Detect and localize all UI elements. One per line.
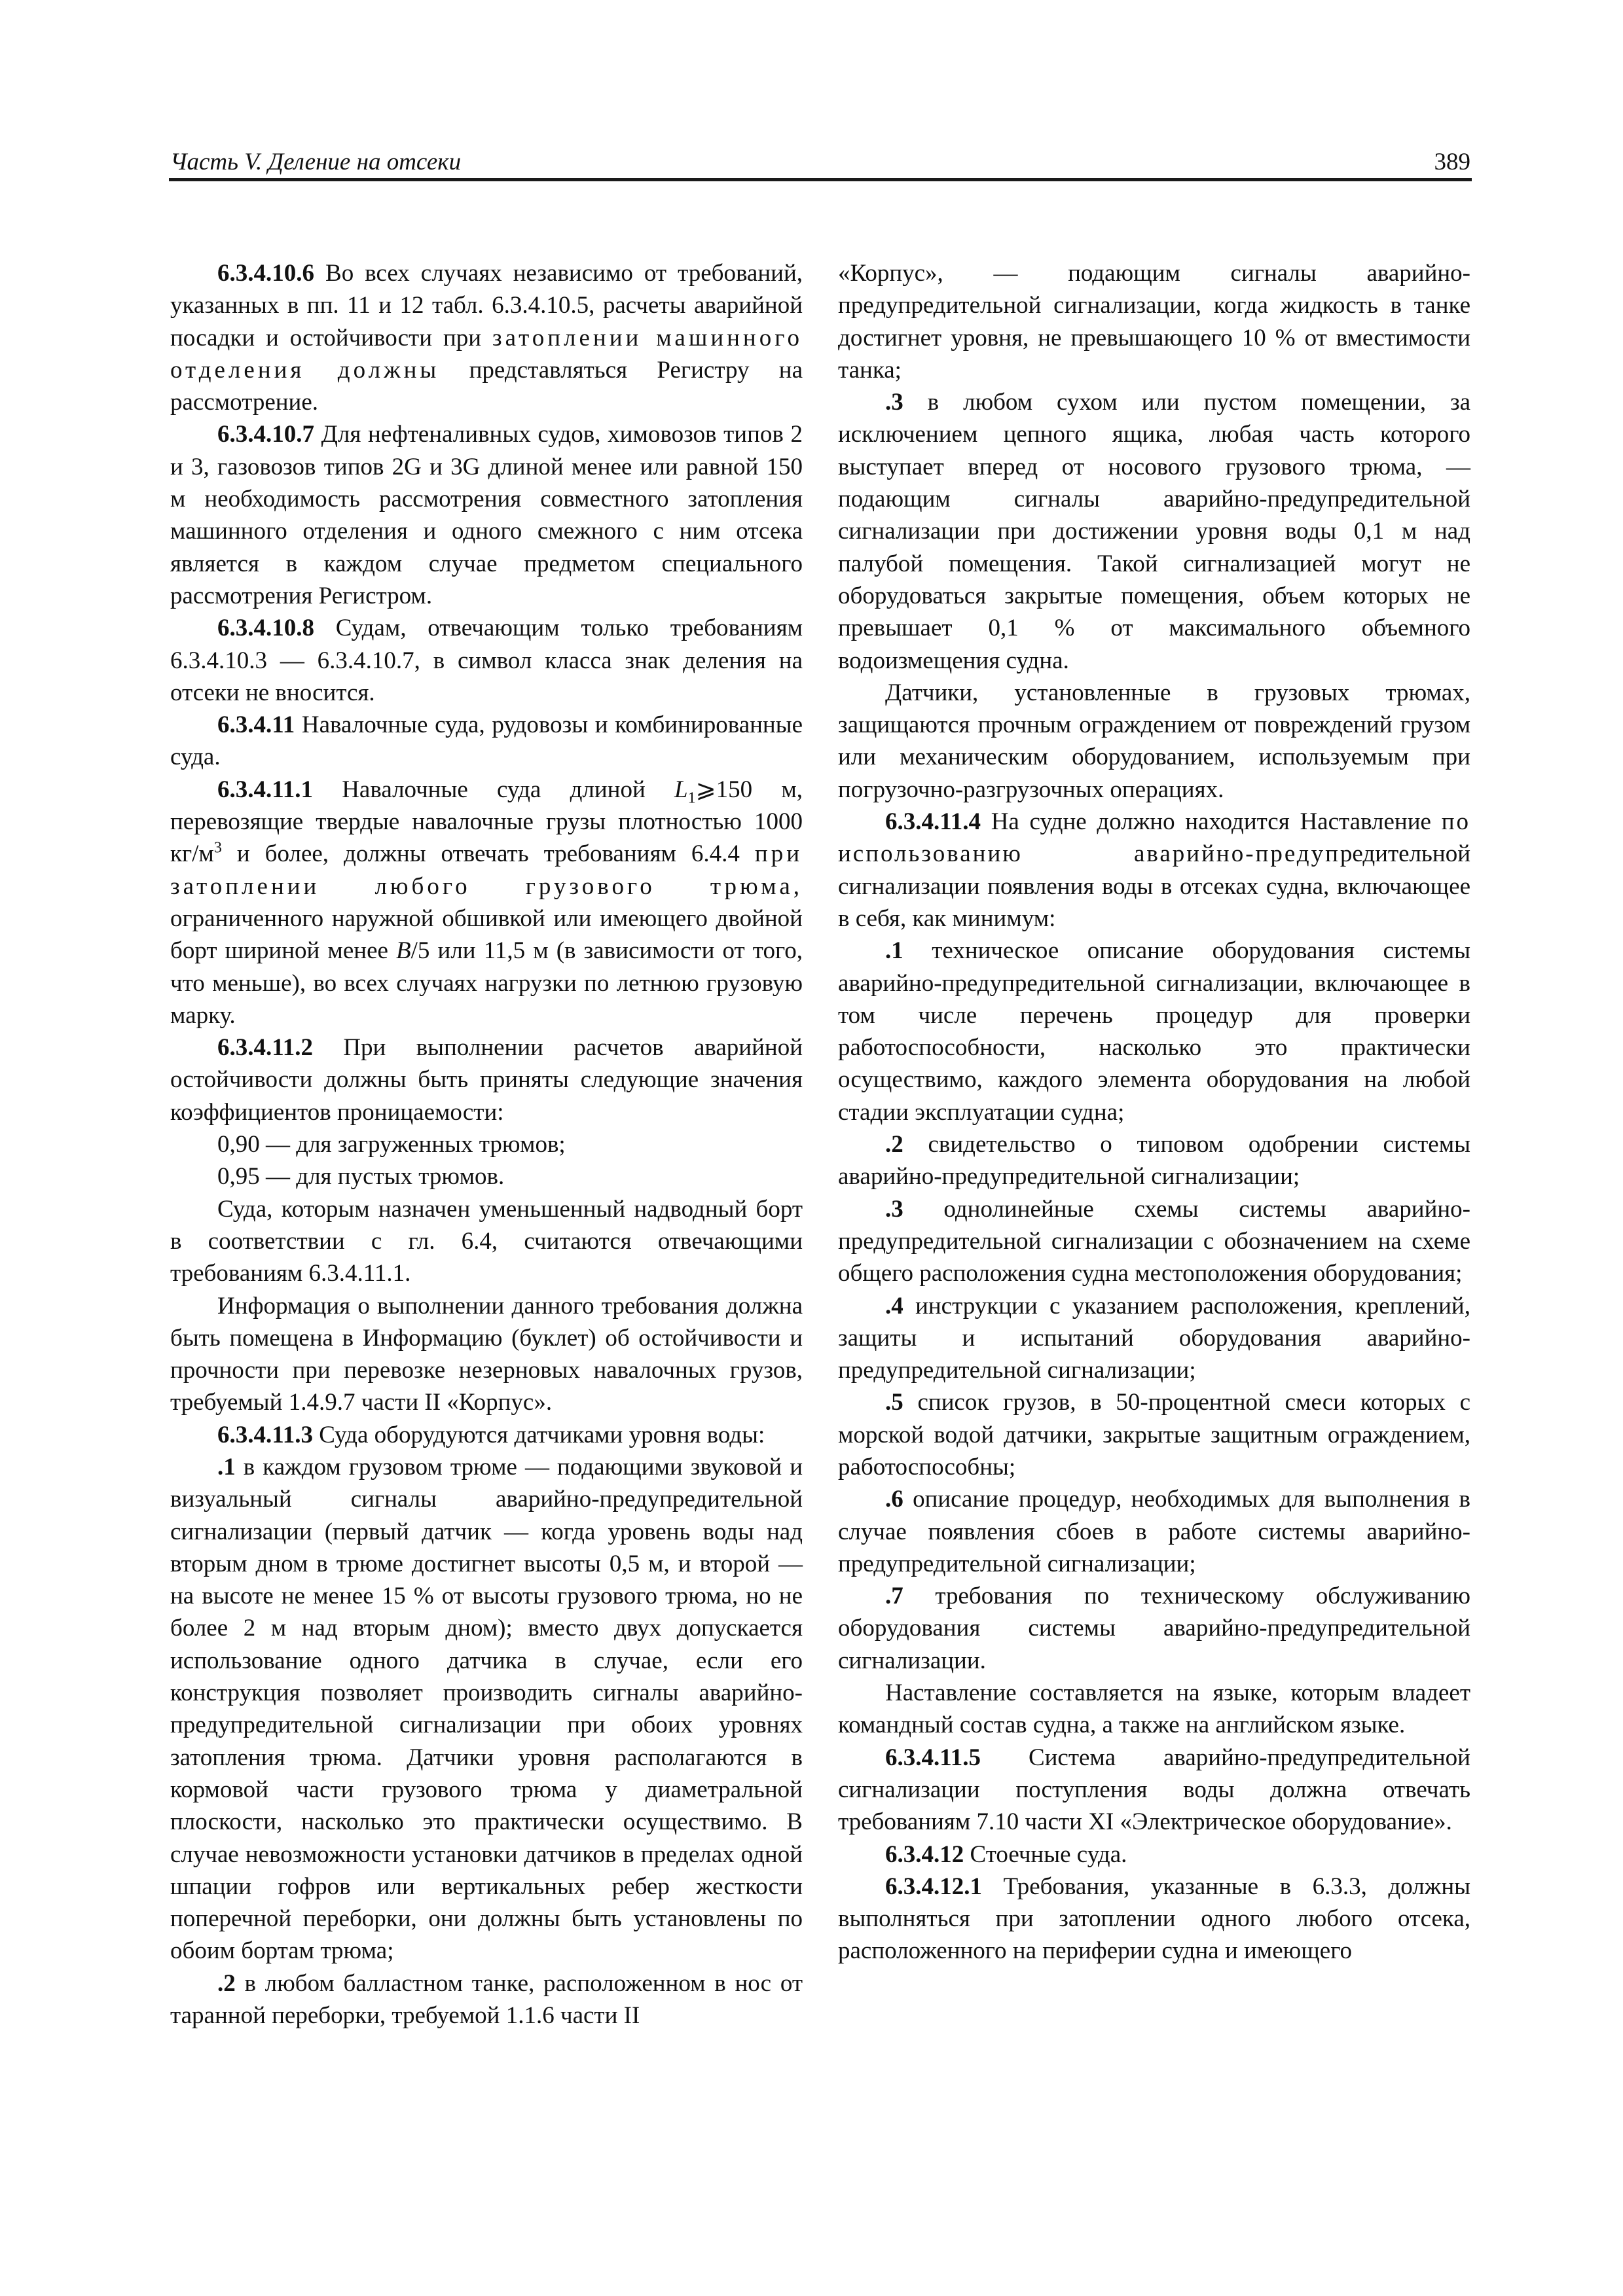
item-number: .2 bbox=[217, 1969, 236, 1997]
paragraph-text: Система аварийно-предупредительной сигнализации поступления воды должна отвечать требованиям 7.10 части XI «Электрическое оборудование». bbox=[838, 1744, 1470, 1836]
paragraph-text: 0,95 — для пустых трюмов. bbox=[217, 1163, 505, 1191]
paragraph-6-3-4-10-7 bbox=[170, 418, 803, 612]
paragraph-text: /5 или 11,5 м (в зависимости от того, что меньше), во всех случаях нагрузки по летнюю грузовую марку. bbox=[170, 937, 803, 1029]
item-number: .7 bbox=[885, 1583, 903, 1610]
paragraph-text: и более, должны отвечать требованиям 6.4.4 bbox=[221, 840, 755, 868]
paragraph-text: Датчики, установленные в грузовых трюмах, защищаются прочным ограждением от повреждений грузом или механическим оборудованием, используемым при погрузочно-разгрузочных операциях. bbox=[838, 679, 1470, 803]
paragraph-text: описание процедур, необходимых для выполнения в случае появления сбоев в работе системы аварийно-предупредительной сигнализации; bbox=[838, 1486, 1470, 1577]
paragraph-text: в каждом грузовом трюме — подающими звуковой и визуальный сигналы аварийно-предупредительной сигнализации (первый датчик — когда уровень воды над вторым дном в трюме достигнет высоты 0,5 м, и второй — на высоте не менее 15 % от высоты грузового трюма, но не более 2 м над вторым дном); вместо двух допускается использование одного датчика в случае, если его конструкция позволяет производить сигналы аварийно-предупредительной сигнализации при обоих уровнях затопления трюма. Датчики уровня располагаются в кормовой части грузового трюма у диаметральной плоскости, насколько это практически осуществимо. В случае невозможности установки датчиков в пределах одной шпации гофров или вертикальных ребер жесткости поперечной переборки, они должны быть установлены по обоим бортам трюма; bbox=[170, 1453, 803, 1965]
paragraph-text: по использованию аварийно-предуп bbox=[838, 808, 1470, 868]
paragraph-6-3-4-11-2 bbox=[170, 1031, 803, 1128]
clause-number: 6.3.4.11.4 bbox=[885, 808, 981, 836]
list-item bbox=[838, 1483, 1470, 1580]
list-item bbox=[838, 1386, 1470, 1483]
paragraph-text: ограниченного наружной обшивкой или имеющего двойной борт шириной менее bbox=[170, 905, 803, 965]
paragraph-text: в любом сухом или пустом помещении, за исключением цепного ящика, любая часть которого выступает вперед от носового грузового трюма, — подающим сигналы аварийно-предупредительной сигнализации при достижении уровня воды 0,1 м над палубой помещения. Такой сигнализацией могут не оборудоваться закрытые помещения, объем которых не превышает 0,1 % от максимального объемного водоизмещения судна. bbox=[838, 389, 1470, 674]
clause-number: 6.3.4.11 bbox=[217, 711, 295, 739]
left-column bbox=[170, 257, 803, 2032]
item-number: .1 bbox=[885, 937, 903, 965]
paragraph-text: Наставление составляется на языке, которым владеет командный состав судна, а также на английском языке. bbox=[838, 1679, 1470, 1739]
paragraph-6-3-4-11 bbox=[170, 709, 803, 774]
item-number: .5 bbox=[885, 1389, 903, 1416]
page-number: 389 bbox=[1434, 149, 1470, 175]
paragraph-text: «Корпус», — подающим сигналы аварийно-предупредительной сигнализации, когда жидкость в танке достигнет уровня, не превышающего 10 % от вместимости танка; bbox=[838, 260, 1470, 384]
paragraph-text: представляться Регистру на рассмотрение. bbox=[170, 356, 803, 416]
superscript: 3 bbox=[213, 840, 222, 857]
item-number: .6 bbox=[885, 1486, 903, 1513]
paragraph-text: Информация о выполнении данного требования должна быть помещена в Информацию (буклет) об остойчивости и прочности при перевозке незерновых навалочных грузов, требуемый 1.4.9.7 части II «Корпус». bbox=[170, 1292, 803, 1416]
paragraph-6-3-4-11-5 bbox=[838, 1742, 1470, 1839]
clause-number: 6.3.4.11.5 bbox=[885, 1744, 981, 1771]
list-item bbox=[838, 1290, 1470, 1387]
paragraph-text: техническое описание оборудования системы аварийно-предупредительной сигнализации, включающее в том числе перечень процедур для проверки работоспособности, насколько это практически осуществимо, каждого элемента оборудования на любой стадии эксплуатации судна; bbox=[838, 937, 1470, 1126]
item-number: .4 bbox=[885, 1292, 903, 1319]
list-item bbox=[170, 1451, 803, 1967]
paragraph-text: ⩾150 м, перевозящие твердые навалочные грузы плотностью 1000 кг/м bbox=[170, 776, 803, 868]
item-number: .1 bbox=[217, 1453, 236, 1480]
paragraph-text: в любом балластном танке, расположенном в нос от таранной переборки, требуемой 1.1.6 части II bbox=[170, 1969, 803, 2030]
paragraph-text: при затоплении любого грузового трюма, bbox=[170, 840, 803, 900]
paragraph-6-3-4-11-3 bbox=[170, 1419, 803, 1451]
list-item bbox=[838, 1193, 1470, 1290]
paragraph-text: требования по техническому обслуживанию оборудования системы аварийно-предупредительной сигнализации. bbox=[838, 1583, 1470, 1674]
paragraph-text: Во всех случаях независимо от требований, указанных в пп. 11 и 12 табл. 6.3.4.10.5, расчеты аварийной посадки и остойчивости при bbox=[170, 260, 803, 351]
paragraph-text: свидетельство о типовом одобрении системы аварийно-предупредительной сигнализации; bbox=[838, 1131, 1470, 1191]
header-title: Часть V. Деление на отсеки bbox=[170, 149, 462, 175]
paragraph-text: Для нефтеналивных судов, химовозов типов 2 и 3, газовозов типов 2G и 3G длиной менее или равной 150 м необходимость рассмотрения совместного затопления машинного отделения и одного смежного с ним отсека является в каждом случае предметом специального рассмотрения Регистром. bbox=[170, 421, 803, 609]
item-number: .3 bbox=[885, 389, 903, 416]
list-item bbox=[838, 935, 1470, 1128]
paragraph-text: Навалочные суда длиной bbox=[312, 776, 675, 803]
paragraph-text: Суда оборудуются датчиками уровня воды: bbox=[312, 1421, 765, 1448]
paragraph-text: список грузов, в 50-процентной смеси которых с морской водой датчики, закрытые защитным ограждением, работоспособны; bbox=[838, 1389, 1470, 1480]
list-item bbox=[838, 386, 1470, 677]
paragraph-6-3-4-10-8 bbox=[170, 612, 803, 709]
clause-number: 6.3.4.10.6 bbox=[217, 260, 314, 287]
item-number: .3 bbox=[885, 1195, 903, 1223]
clause-number: 6.3.4.10.7 bbox=[217, 421, 314, 448]
paragraph-text: Стоечные суда. bbox=[964, 1840, 1127, 1868]
paragraph-6-3-4-12-1 bbox=[838, 1871, 1470, 1967]
list-item bbox=[838, 1128, 1470, 1193]
paragraph-text: однолинейные схемы системы аварийно-предупредительной сигнализации с обозначением на схеме общего расположения судна местоположения оборудования; bbox=[838, 1195, 1470, 1287]
paragraph-text: Судам, отвечающим только требованиям 6.3.4.10.3 — 6.3.4.10.7, в символ класса знак деления на отсеки не вносится. bbox=[170, 615, 803, 706]
paragraph-text: Навалочные суда, рудовозы и комбинированные суда. bbox=[170, 711, 803, 771]
running-header bbox=[169, 145, 1472, 181]
right-column bbox=[838, 257, 1470, 1967]
paragraph-6-3-4-12 bbox=[838, 1839, 1470, 1871]
clause-number: 6.3.4.11.2 bbox=[217, 1034, 313, 1062]
variable-l: L bbox=[674, 776, 688, 803]
paragraph-text: При выполнении расчетов аварийной остойчивости должны быть приняты следующие значения коэффициентов проницаемости: bbox=[170, 1034, 803, 1126]
list-item bbox=[838, 1580, 1470, 1677]
paragraph-text: Требования, указанные в 6.3.3, должны выполняться при затоплении одного любого отсека, расположенного на периферии судна и имеющего bbox=[838, 1873, 1470, 1965]
clause-number: 6.3.4.10.8 bbox=[217, 615, 314, 642]
clause-number: 6.3.4.11.3 bbox=[217, 1421, 313, 1448]
paragraph-text: редительной сигнализации появления воды в отсеках судна, включающее в себя, как минимум: bbox=[838, 840, 1470, 932]
subscript: 1 bbox=[687, 789, 696, 807]
paragraph-6-3-4-11-1 bbox=[170, 774, 803, 1031]
paragraph-text: На судне должно находится Наставление bbox=[980, 808, 1442, 836]
clause-number: 6.3.4.12 bbox=[885, 1840, 964, 1868]
paragraph-text: инструкции с указанием расположения, креплений, защиты и испытаний оборудования аварийно-предупредительной сигнализации; bbox=[838, 1292, 1470, 1384]
paragraph-text: Суда, которым назначен уменьшенный надводный борт в соответствии с гл. 6.4, считаются отвечающими требованиям 6.3.4.11.1. bbox=[170, 1195, 803, 1287]
paragraph-text: 0,90 — для загруженных трюмов; bbox=[217, 1131, 566, 1158]
list-item bbox=[170, 1967, 803, 2032]
paragraph-text: затоплении машинного отделения должны bbox=[170, 324, 803, 384]
paragraph-6-3-4-10-6 bbox=[170, 257, 803, 418]
item-number: .2 bbox=[885, 1131, 903, 1158]
clause-number: 6.3.4.12.1 bbox=[885, 1873, 982, 1900]
paragraph-6-3-4-11-4 bbox=[838, 806, 1470, 935]
variable-b: B bbox=[396, 937, 411, 965]
clause-number: 6.3.4.11.1 bbox=[217, 776, 313, 803]
